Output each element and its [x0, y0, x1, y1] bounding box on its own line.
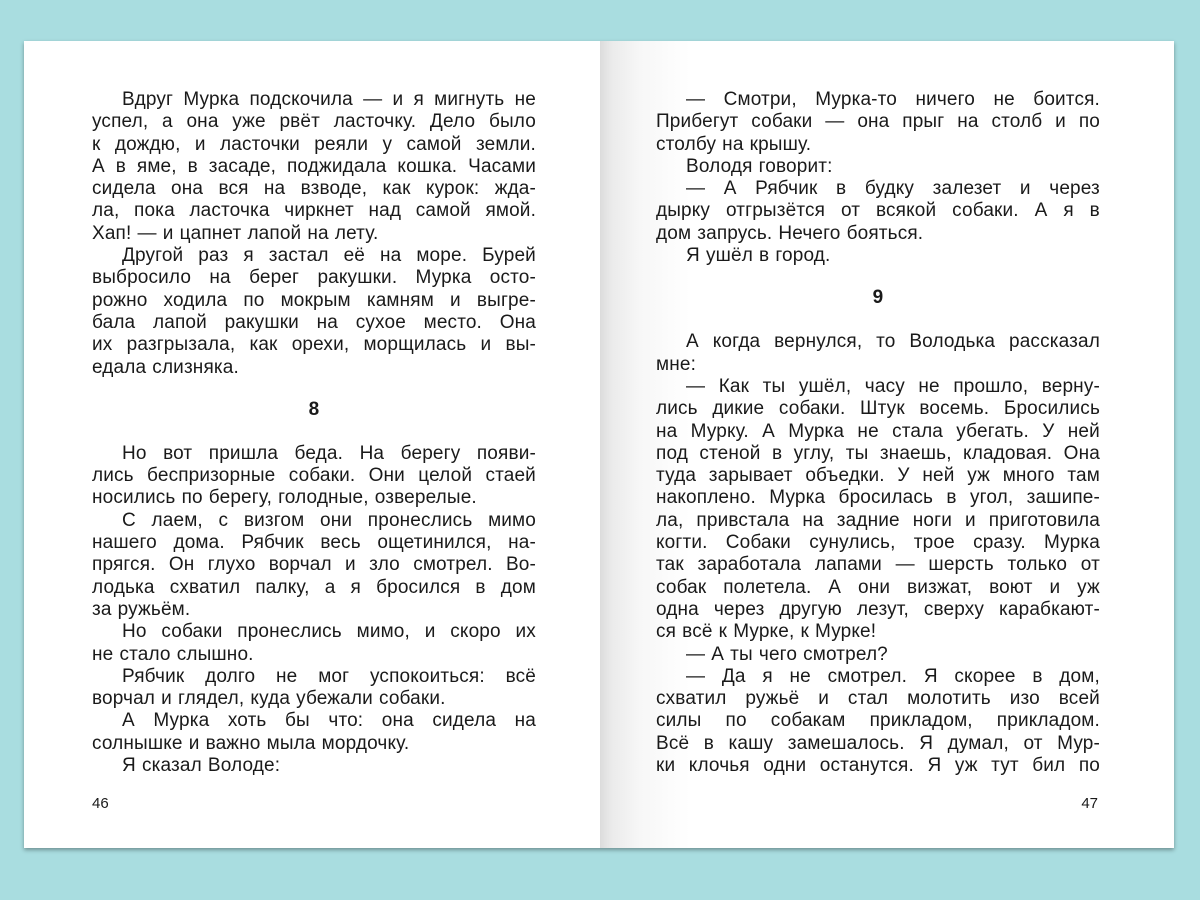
paragraph [92, 710, 536, 755]
text-line: бала лапой ракушки на сухое место. Она [92, 311, 536, 333]
text-line: под стеной в углу, ты знаешь, кладовая. Она [656, 442, 1100, 464]
text-line: так заработала лапами — шерсть только от [656, 554, 1100, 576]
text-line: А в яме, в засаде, поджидала кошка. Часами [92, 155, 536, 177]
paragraph [92, 245, 536, 379]
text-line: рожно ходила по мокрым камням и выгре- [92, 289, 536, 311]
left-page [24, 41, 600, 848]
text-line: Другой раз я застал её на море. Бурей [122, 245, 536, 267]
text-line: Хап! — и цапнет лапой на лету. [92, 222, 379, 244]
page-number-right: 47 [1081, 795, 1098, 812]
paragraph [92, 443, 536, 510]
book-spread [24, 41, 1174, 848]
paragraph [656, 156, 1100, 178]
text-line: Вдруг Мурка подскочила — и я мигнуть не [122, 89, 536, 110]
text-line: выбросило на берег ракушки. Мурка осто- [92, 267, 536, 289]
text-line: Всё в кашу замешалось. Я думал, от Мур- [656, 732, 1100, 754]
text-line: Я сказал Володе: [122, 755, 281, 777]
text-line: лись беспризорные собаки. Они целой стаей [92, 465, 536, 487]
text-line: дырку отгрызётся от всякой собаки. А я в [656, 200, 1100, 222]
text-line: Рябчик долго не мог успокоиться: всё [122, 665, 536, 687]
chapter-heading: 8 [308, 398, 320, 420]
page-number-left: 46 [92, 795, 109, 812]
paragraph [656, 376, 1100, 644]
text-line: Я ушёл в город. [686, 245, 831, 267]
text-line: едала слизняка. [92, 356, 239, 378]
text-line: прягся. Он глухо ворчал и зло смотрел. Во- [92, 554, 536, 576]
text-line: ся всё к Мурке, к Мурке! [656, 621, 877, 643]
paragraph [656, 666, 1100, 777]
text-line: Володя говорит: [686, 155, 833, 177]
text-line: лись дикие собаки. Штук восемь. Бросились [656, 398, 1100, 420]
chapter-heading: 9 [872, 287, 884, 309]
text-line: Но собаки пронеслись мимо, и скоро их [122, 621, 536, 643]
text-line: к дождю, и ласточки реяли у самой земли. [92, 133, 536, 155]
text-line: — Как ты ушёл, часу не прошло, верну- [686, 375, 1100, 397]
text-line: С лаем, с визгом они пронеслись мимо [122, 509, 536, 531]
left-page-text [92, 89, 536, 777]
text-line: — А Рябчик в будку залезет и через [686, 178, 1100, 200]
text-line: ворчал и глядел, куда убежали собаки. [92, 688, 446, 710]
text-line: туда зарывает объедки. У ней уж много там [656, 465, 1100, 487]
text-line: ла, пока ласточка чиркнет над самой ямой. [92, 200, 536, 222]
paragraph [656, 89, 1100, 156]
text-line: столбу на крышу. [656, 133, 812, 155]
text-line: нашего дома. Рябчик весь ощетинился, на- [92, 532, 536, 554]
text-line: накоплено. Мурка бросилась в угол, зашипе- [656, 487, 1100, 509]
text-line: сидела она вся на взводе, как курок: жда- [92, 178, 536, 200]
paragraph [92, 755, 536, 777]
text-line: силы по собакам прикладом, прикладом. [656, 710, 1100, 732]
text-line: схватил ружьё и стал молотить изо всей [656, 688, 1100, 710]
text-line: — Да я не смотрел. Я скорее в дом, [686, 665, 1100, 687]
text-line: ла, привстала на задние ноги и приготовила [656, 509, 1100, 531]
text-line: мне: [656, 353, 697, 375]
text-line: А Мурка хоть бы что: она сидела на [122, 710, 536, 732]
text-line: солнышке и важно мыла мордочку. [92, 732, 410, 754]
text-line: собак полетела. А они визжат, воют и уж [656, 576, 1100, 598]
text-line: — А ты чего смотрел? [686, 643, 888, 665]
paragraph [656, 178, 1100, 245]
text-line: не стало слышно. [92, 643, 254, 665]
paragraph [656, 245, 1100, 267]
text-line: когти. Собаки сунулись, трое сразу. Мурка [656, 532, 1100, 554]
text-line: дом запрусь. Нечего бояться. [656, 222, 924, 244]
text-line: лодька схватил палку, а я бросился в дом [92, 576, 536, 598]
right-page [600, 41, 1174, 848]
text-line: одна через другую лезут, сверху карабкают- [656, 598, 1100, 620]
text-line: А когда вернулся, то Володька рассказал [686, 331, 1100, 353]
text-line: за ружьём. [92, 598, 191, 620]
text-line: их разгрызала, как орехи, морщилась и вы- [92, 334, 536, 356]
text-line: носились по берегу, голодные, озверелые. [92, 487, 477, 509]
paragraph [656, 331, 1100, 376]
text-line: Но вот пришла беда. На берегу появи- [122, 442, 536, 464]
text-line: — Смотри, Мурка-то ничего не боится. [686, 89, 1100, 110]
right-page-text [656, 89, 1100, 777]
paragraph [92, 666, 536, 711]
text-line: успел, а она уже рвёт ласточку. Дело было [92, 111, 536, 133]
text-line: Прибегут собаки — она прыг на столб и по [656, 111, 1100, 133]
text-line: ки клочья одни останутся. Я уж тут бил по [656, 755, 1100, 777]
paragraph [92, 621, 536, 666]
paragraph [656, 644, 1100, 666]
text-line: на Мурку. А Мурка не стала убегать. У ней [656, 420, 1100, 442]
paragraph [92, 89, 536, 245]
paragraph [92, 510, 536, 621]
